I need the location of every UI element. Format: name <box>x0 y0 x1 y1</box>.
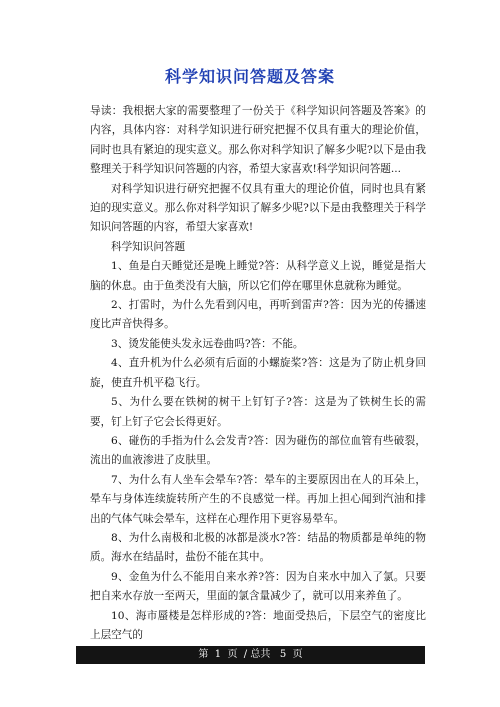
section-heading: 科学知识问答题 <box>111 240 186 253</box>
document-title: 科学知识问答题及答案 <box>164 67 335 86</box>
document-body <box>90 102 426 645</box>
footer-current-page: 1 <box>214 649 222 660</box>
qa-item-9: 9、金鱼为什么不能用自来水养?答：因为自来水中加入了氯。只要把自来水存放一至两天，里面的氯含量减少了，就可以用来养鱼了。 <box>90 570 426 603</box>
qa-item-2: 2、打雷时，为什么先看到闪电，再听到雷声?答：因为光的传播速度比声音快得多。 <box>90 299 426 331</box>
page-footer <box>76 646 425 664</box>
qa-item-4: 4、直升机为什么必须有后面的小螺旋桨?答：这是为了防止机身回旋，使直升机平稳飞行。 <box>90 357 426 389</box>
footer-page-unit: 页 <box>227 649 238 660</box>
qa-item-5: 5、为什么要在铁树的树干上钉钉子?答：这是为了铁树生长的需要，钉上钉子它会长得更好。 <box>90 396 426 428</box>
intro-paragraph: 导读：我根据大家的需要整理了一份关于《科学知识问答题及答案》的内容，具体内容：对科学知识进行研究把握不仅具有重大的理论价值，同时也具有紧迫的现实意义。那么你对科学知识了解多少呢?以下是由我整理关于科学知识问答题的内容，希望大家喜欢!科学知识问答题... <box>90 105 426 176</box>
body-paragraph: 对科学知识进行研究把握不仅具有重大的理论价值，同时也具有紧迫的现实意义。那么你对科学知识了解多少呢?以下是由我整理关于科学知识问答题的内容，希望大家喜欢! <box>90 182 426 234</box>
footer-total-word: / 总共 <box>243 649 271 660</box>
qa-item-6: 6、碰伤的手指为什么会发青?答：因为碰伤的部位血管有些破裂，流出的血液渗进了皮肤里。 <box>90 434 426 467</box>
qa-item-8: 8、为什么南极和北极的冰都是淡水?答：结晶的物质都是单纯的物质。海水在结晶时，盐份不能在其中。 <box>90 531 426 564</box>
qa-item-10: 10、海市蜃楼是怎样形成的?答：地面受热后，下层空气的密度比上层空气的 <box>90 609 426 641</box>
qa-item-1: 1、鱼是白天睡觉还是晚上睡觉?答：从科学意义上说，睡觉是指大脑的休息。由于鱼类没有大脑，所以它们停在哪里休息就称为睡觉。 <box>90 260 426 292</box>
qa-item-3: 3、烫发能使头发永远卷曲吗?答：不能。 <box>111 337 304 350</box>
qa-item-7: 7、为什么有人坐车会晕车?答：晕车的主要原因出在人的耳朵上，晕车与身体连续旋转所产生的不良感觉一样。再加上担心闻到汽油和排出的气体气味会晕车，这样在心理作用下更容易晕车。 <box>90 473 426 525</box>
footer-total-unit: 页 <box>292 649 303 660</box>
footer-total-pages: 5 <box>279 649 287 660</box>
footer-page-word: 第 <box>198 649 209 660</box>
